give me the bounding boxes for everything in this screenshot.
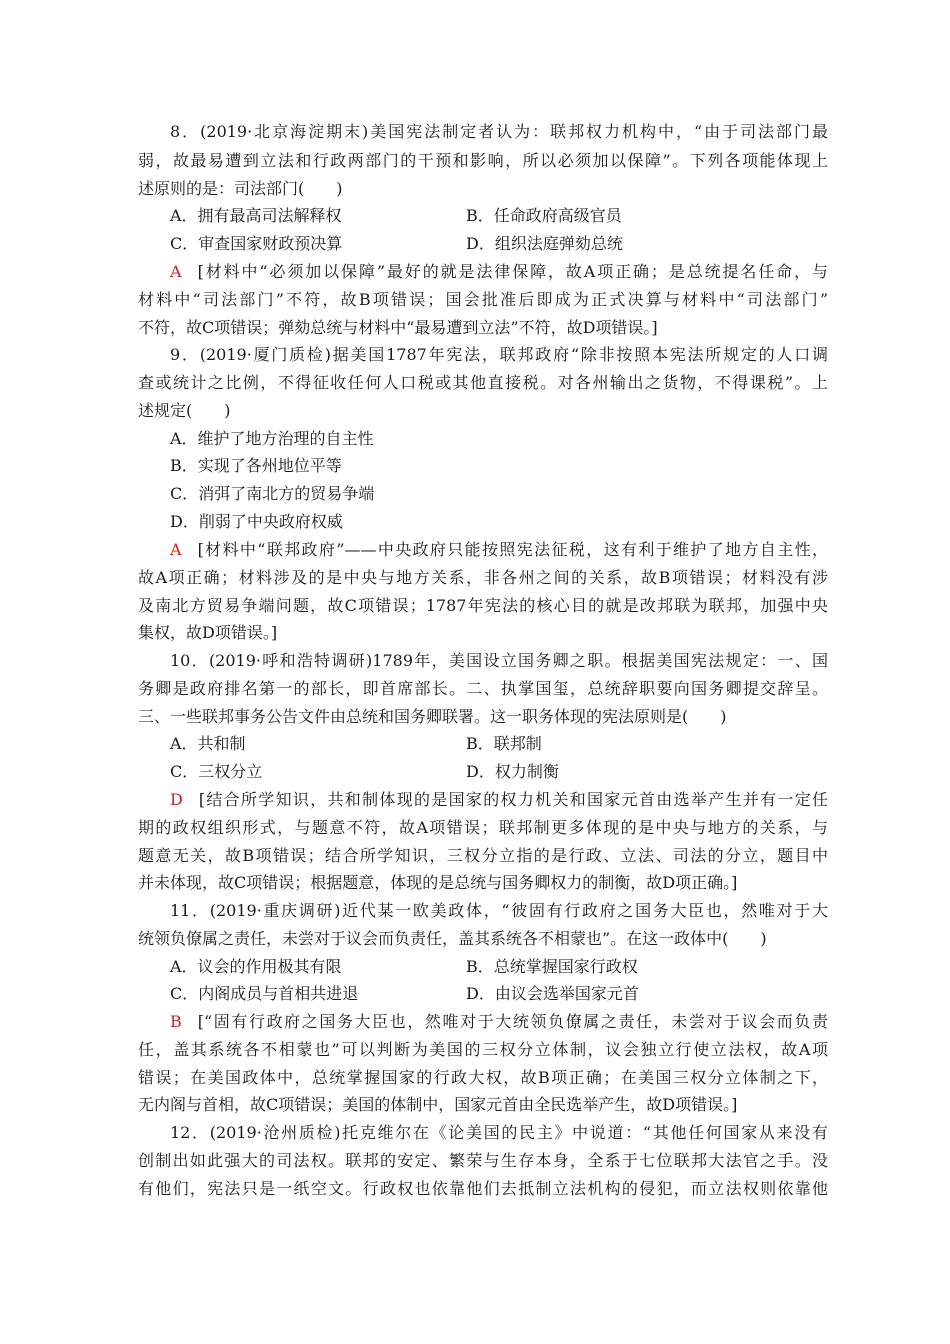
- q11-option-b: B．总统掌握国家行政权: [466, 957, 638, 976]
- q10-stem-line-3: 三、一些联邦事务公告文件由总统和国务卿联署。这一职务体现的宪法原则是( ): [138, 707, 727, 726]
- q10-explanation-line-2: 期的政权组织形式，与题意不符，故A项错误；联邦制更多体现的是中央与地方的关系，与: [138, 818, 828, 837]
- q10-option-a: A．共和制: [170, 734, 246, 753]
- q10-option-b: B．联邦制: [466, 734, 542, 753]
- q8-explanation-line-1: [170, 262, 828, 282]
- q8-stem-line-1: 8．(2019·北京海淀期末)美国宪法制定者认为：联邦权力机构中，“由于司法部门最: [170, 122, 828, 141]
- q10-explanation-line-1: [170, 790, 828, 810]
- q11-option-c: C．内阁成员与首相共进退: [170, 984, 359, 1003]
- q12-stem-line-2: 创制出如此强大的司法权。联邦的安定、繁荣与生存本身，全系于七位联邦大法官之手。没: [138, 1151, 828, 1170]
- q8-stem-line-2: 弱，故最易遭到立法和行政两部门的干预和影响，所以必须加以保障”。下列各项能体现上: [138, 151, 828, 170]
- q12-stem-line-3: 有他们，宪法只是一纸空文。行政权也依靠他们去抵制立法机构的侵犯，而立法权则依靠他: [138, 1179, 828, 1198]
- q11-explanation-line-2: 任，盖其系统各不相蒙也”可以判断为美国的三权分立体制，议会独立行使立法权，故A项: [138, 1040, 828, 1059]
- q9-stem-line-1: 9．(2019·厦门质检)据美国1787年宪法，联邦政府“除非按照本宪法所规定的人口调: [170, 345, 828, 364]
- q10-option-c: C．三权分立: [170, 762, 263, 781]
- q8-option-a: A．拥有最高司法解释权: [170, 206, 342, 225]
- q11-answer: B: [170, 1012, 182, 1031]
- q11-option-d: D．由议会选举国家元首: [466, 984, 639, 1003]
- q11-stem-line-2: 统领负僚属之责任，未尝对于议会而负责任，盖其系统各不相蒙也”。在这一政体中( ): [138, 929, 767, 948]
- q9-explanation-line-4: 集权，故D项错误。]: [138, 623, 278, 642]
- q9-explanation-line-2: 故A项正确；材料涉及的是中央与地方关系，非各州之间的关系，故B项错误；材料没有涉: [138, 568, 828, 587]
- q9-answer: A: [170, 540, 182, 559]
- q9-option-c: C．消弭了南北方的贸易争端: [170, 484, 375, 503]
- q10-explanation-line-4: 并未体现，故C项错误；根据题意，体现的是总统与国务卿权力的制衡，故D项正确。]: [138, 873, 738, 892]
- q9-stem-line-3: 述规定( ): [138, 401, 231, 420]
- q10-stem-line-2: 务卿是政府排名第一的部长，即首席部长。二、执掌国玺，总统辞职要向国务卿提交辞呈。: [138, 679, 828, 698]
- q11-explanation-line-4: 无内阁与首相，故C项错误；美国的体制中，国家元首由全民选举产生，故D项错误。]: [138, 1095, 738, 1114]
- q8-explanation-line-3: 不符，故C项错误；弹劾总统与材料中“最易遭到立法”不符，故D项错误。]: [138, 318, 658, 337]
- q9-explanation-line-3: 及南北方贸易争端问题，故C项错误；1787年宪法的核心目的就是改邦联为联邦，加强中央: [138, 596, 828, 615]
- q9-stem-line-2: 查或统计之比例，不得征收任何人口税或其他直接税。对各州输出之货物，不得课税”。上: [138, 373, 828, 392]
- q11-explanation-line-3: 错误；在美国政体中，总统掌握国家的行政大权，故B项正确；在美国三权分立体制之下，: [138, 1068, 828, 1087]
- q10-stem-line-1: 10．(2019·呼和浩特调研)1789年，美国设立国务卿之职。根据美国宪法规定：一、国: [170, 651, 828, 670]
- q8-stem-line-3: 述原则的是：司法部门( ): [138, 179, 343, 198]
- q8-option-c: C．审查国家财政预决算: [170, 234, 343, 253]
- q10-option-d: D．权力制衡: [466, 762, 559, 781]
- q9-explanation-line-1: [170, 540, 828, 560]
- q9-option-a: A．维护了地方治理的自主性: [170, 429, 374, 448]
- q10-answer: D: [170, 790, 183, 809]
- q9-explanation-text-1: [材料中“联邦政府”——中央政府只能按照宪法征税，这有利于维护了地方自主性，: [197, 540, 828, 559]
- q10-explanation-line-3: 题意无关，故B项错误；结合所学知识，三权分立指的是行政、立法、司法的分立，题目中: [138, 846, 828, 865]
- q11-stem-line-1: 11．(2019·重庆调研)近代某一欧美政体，“彼固有行政府之国务大臣也，然唯对于大: [170, 901, 828, 920]
- q8-answer: A: [170, 262, 182, 281]
- q8-option-d: D．组织法庭弹劾总统: [466, 234, 623, 253]
- q9-option-b: B．实现了各州地位平等: [170, 456, 342, 475]
- q8-option-b: B．任命政府高级官员: [466, 206, 622, 225]
- q8-explanation-text-1: [材料中“必须加以保障”最好的就是法律保障，故A项正确；是总统提名任命，与: [197, 262, 828, 281]
- q11-option-a: A．议会的作用极其有限: [170, 957, 342, 976]
- q10-explanation-text-1: [结合所学知识，共和制体现的是国家的权力机关和国家元首由选举产生并有一定任: [198, 790, 828, 809]
- q12-stem-line-1: 12．(2019·沧州质检)托克维尔在《论美国的民主》中说道：“其他任何国家从来没有: [170, 1123, 828, 1142]
- q8-explanation-line-2: 材料中“司法部门”不符，故B项错误；国会批准后即成为正式决算与材料中“司法部门”: [138, 290, 828, 309]
- q9-option-d: D．削弱了中央政府权威: [170, 512, 343, 531]
- q11-explanation-line-1: [170, 1012, 828, 1032]
- q11-explanation-text-1: [“固有行政府之国务大臣也，然唯对于大统领负僚属之责任，未尝对于议会而负责: [197, 1012, 828, 1031]
